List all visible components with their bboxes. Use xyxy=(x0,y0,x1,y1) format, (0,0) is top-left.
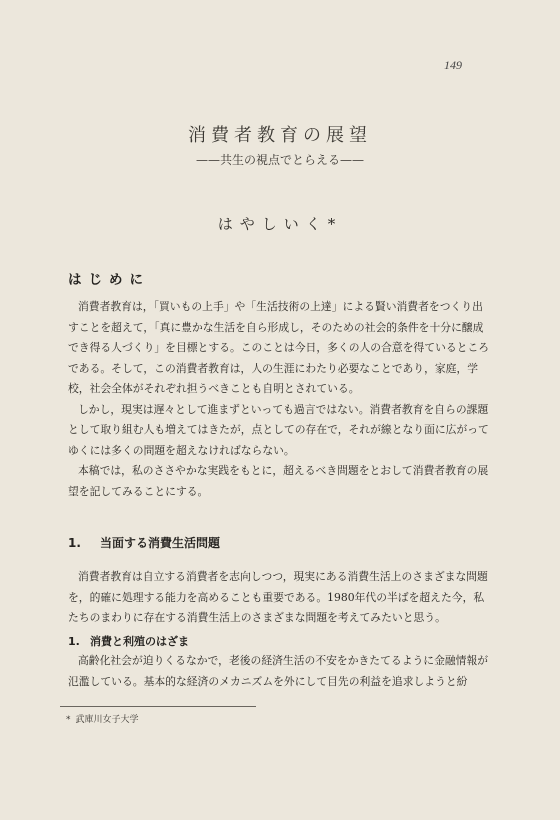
section-1-title: 当面する消費生活問題 xyxy=(100,536,221,550)
article-title: 消費者教育の展望 xyxy=(188,125,372,146)
section-1-paragraph-1: 消費者教育は自立する消費者を志向しつつ，現実にある消費生活上のさまざまな問題を，的確に処理する能力を高めることも重要である。1980年代の半ばを超えた今，私たちのまわりに存在する消費生活上のさまざまな問題を考えてみたいと思う。 xyxy=(68,570,488,624)
intro-paragraph-1: 消費者教育は，「買いもの上手」や「生活技術の上達」による賢い消費者をつくり出すことを超えて，「真に豊かな生活を自ら形成し，そのための社会的条件を十分に醸成でき得る人づくり」を目標とする。このことは今日，多くの人の合意を得ているところである。そして，この消費者教育は，人の生涯にわたり必要なことであり，家庭，学校，社会全体がそれぞれ担うべきことも自明とされている。 xyxy=(68,300,490,395)
page-number: 149 xyxy=(444,58,462,72)
section-1-number: 1. xyxy=(68,536,81,550)
intro-body xyxy=(68,297,492,502)
article-subtitle: ——共生の視点でとらえる—— xyxy=(195,153,364,167)
subsection-1-body xyxy=(68,651,492,692)
subsection-1-heading xyxy=(68,633,189,649)
intro-paragraph-2: しかし，現実は遅々として進まずといっても過言ではない。消費者教育を自らの課題として取り組む人も増えてはきたが，点としての存在で，それが線となり面に広がってゆくには多くの問題を超えなければならない。 xyxy=(68,402,489,457)
section-1-heading xyxy=(68,534,220,551)
footnote-text: 武庫川女子大学 xyxy=(75,715,139,725)
author-line xyxy=(0,213,560,234)
section-1-body xyxy=(68,567,492,629)
subsection-1-title: 消費と利殖のはざま xyxy=(90,635,189,648)
subsection-1-paragraph-1: 高齢化社会が迫りくるなかで，老後の経済生活の不安をかきたてるように金融情報が氾濫している。基本的な経済のメカニズムを外にして目先の利益を追求しようと紛 xyxy=(68,654,489,688)
intro-heading: はじめに xyxy=(68,272,150,288)
author-name: はやしいく xyxy=(217,215,328,233)
footnote-divider xyxy=(60,706,256,707)
footnote xyxy=(66,712,139,725)
footnote-mark: * xyxy=(66,715,71,725)
subsection-1-number: 1. xyxy=(68,635,80,648)
intro-paragraph-3: 本稿では，私のささやかな実践をもとに，超えるべき問題をとおして消費者教育の展望を記してみることにする。 xyxy=(68,464,489,498)
author-footnote-mark: * xyxy=(327,215,343,233)
